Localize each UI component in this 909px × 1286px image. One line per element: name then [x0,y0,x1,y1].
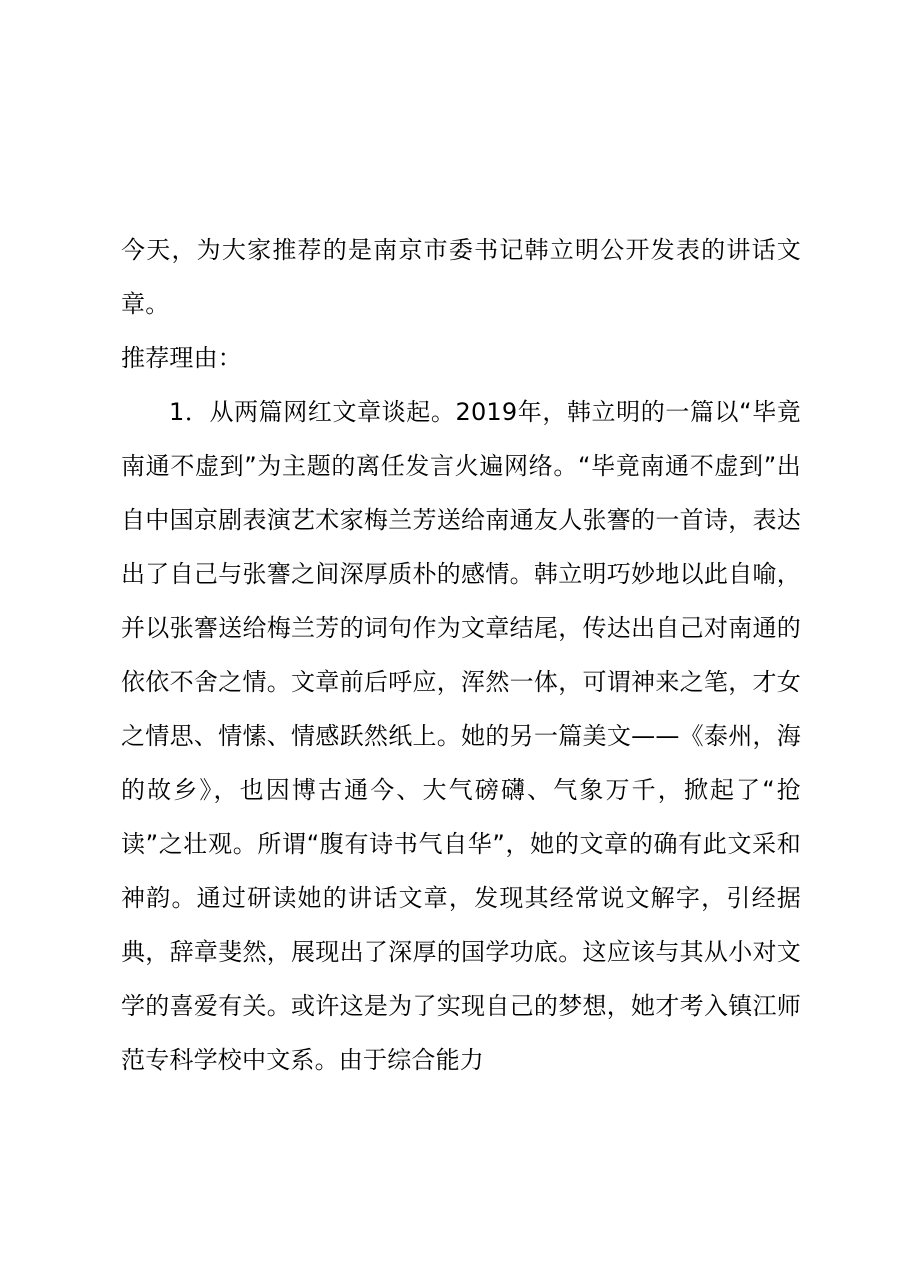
reason-paragraph-1: 1．从两篇网红文章谈起。2019年，韩立明的一篇以“毕竟南通不虚到”为主题的离任发言火遍网络。“毕竟南通不虚到”出自中国京剧表演艺术家梅兰芳送给南通友人张謇的一首诗，表达出了自己与张謇之间深厚质朴的感情。韩立明巧妙地以此自喻，并以张謇送给梅兰芳的词句作为文章结尾，传达出自己对南通的依依不舍之情。文章前后呼应，浑然一体，可谓神来之笔，才女之情思、情愫、情感跃然纸上。她的另一篇美文——《泰州，海的故乡》，也因博古通今、大气磅礴、气象万千，掀起了“抢读”之壮观。所谓“腹有诗书气自华”，她的文章的确有此文采和神韵。通过研读她的讲话文章，发现其经常说文解字，引经据典，辞章斐然，展现出了深厚的国学功底。这应该与其从小对文学的喜爱有关。或许这是为了实现自己的梦想，她才考入镇江师范专科学校中文系。由于综合能力 [121,398,801,1074]
reason-heading: 推荐理由： [121,344,242,372]
intro-paragraph: 今天，为大家推荐的是南京市委书记韩立明公开发表的讲话文章。 [121,236,801,318]
document-body [121,223,801,1087]
